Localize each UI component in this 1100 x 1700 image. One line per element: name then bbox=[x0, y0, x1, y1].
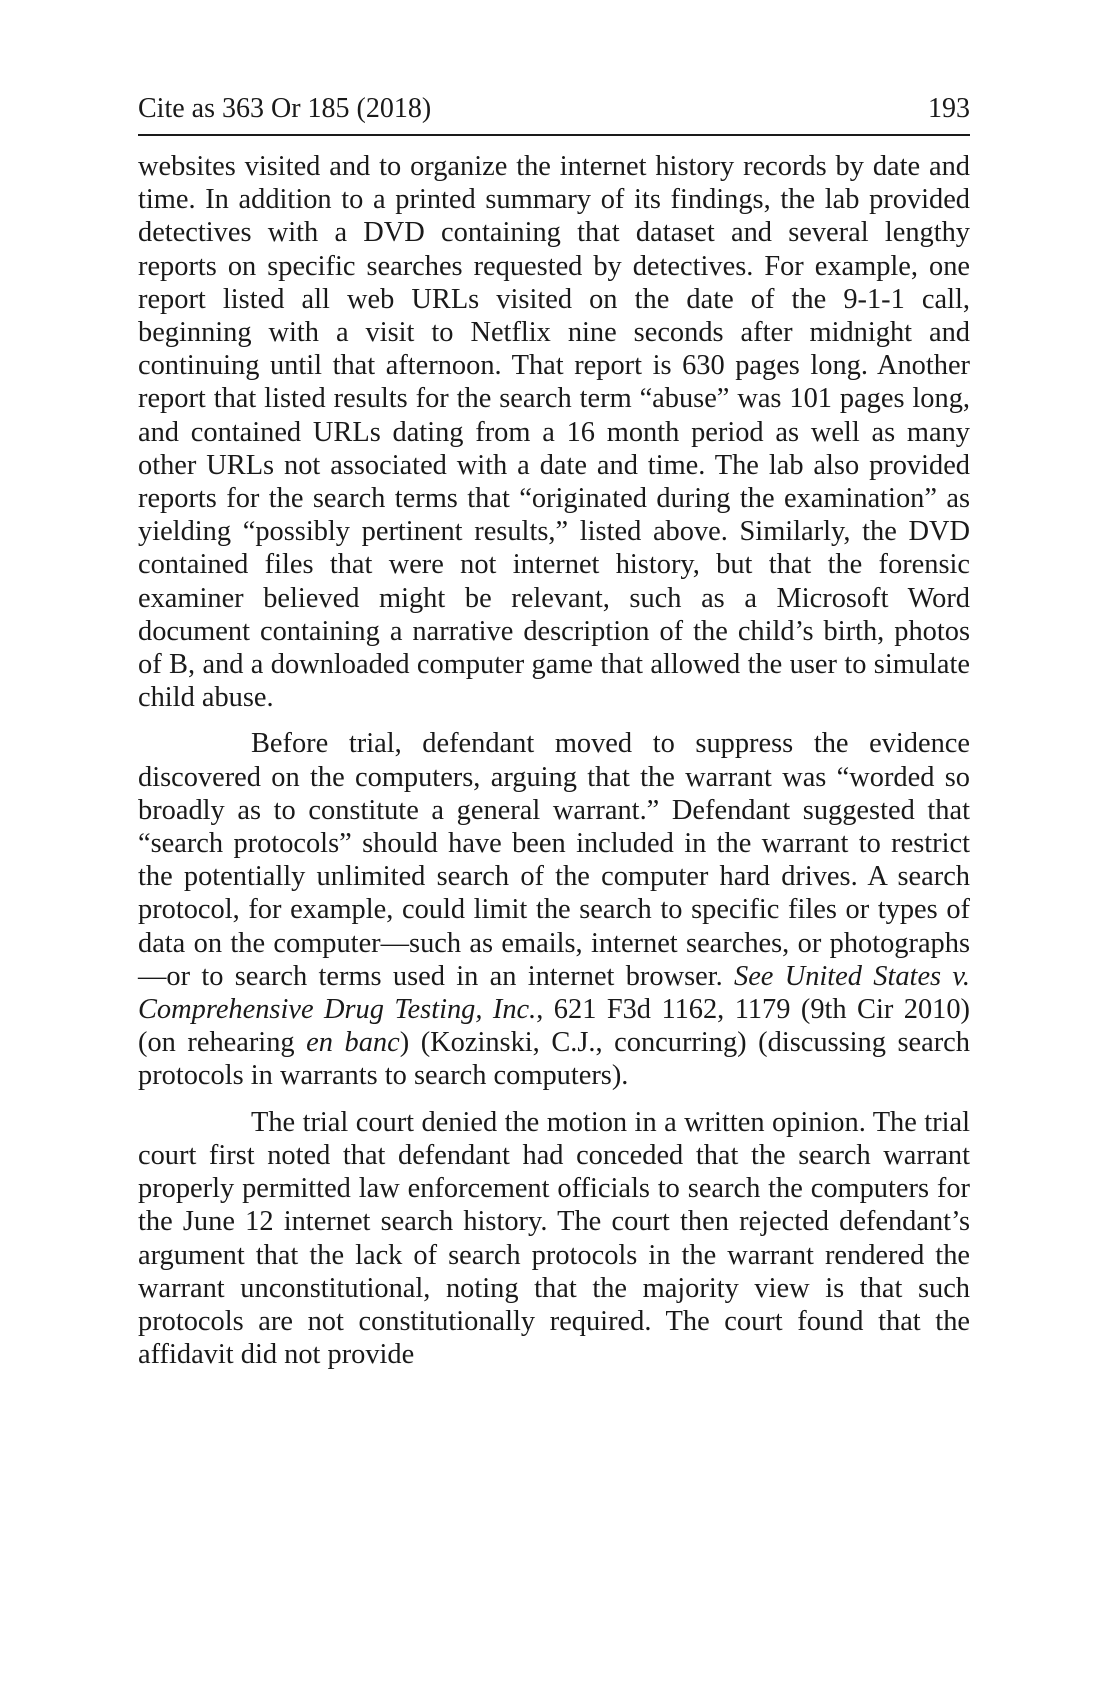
paragraph-2-text-3: ) (Kozinski, C.J., concurring) (discussing search protocols in warrants to search computers). bbox=[138, 1027, 970, 1092]
running-header bbox=[138, 92, 970, 136]
citation-line: Cite as 363 Or 185 (2018) bbox=[138, 93, 432, 124]
paragraph-1 bbox=[138, 150, 970, 714]
page-number: 193 bbox=[928, 93, 970, 124]
paragraph-3-text: The trial court denied the motion in a written opinion. The trial court first noted that defendant had conceded that the search warrant properly permitted law enforcement officials to search the computers for the June 12 internet search history. The court then rejected defendant’s argument that the lack of search protocols in the warrant rendered the warrant unconstitutional, noting that the majority view is that such protocols are not constitutionally required. The court found that the affidavit did not provide bbox=[138, 1106, 970, 1371]
document-page bbox=[138, 92, 970, 1371]
paragraph-1-text: websites visited and to organize the internet history records by date and time. In addition to a printed summary of its findings, the lab provided detectives with a DVD containing that dataset and several lengthy reports on specific searches requested by detectives. For example, one report listed all web URLs visited on the date of the 9-1-1 call, beginning with a visit to Netflix nine seconds after midnight and continuing until that afternoon. That report is 630 pages long. Another report that listed results for the search term “abuse” was 101 pages long, and contained URLs dating from a 16 month period as well as many other URLs not associated with a date and time. The lab also provided reports for the search terms that “originated during the examination” as yielding “possibly pertinent results,” listed above. Similarly, the DVD contained files that were not internet history, but that the forensic examiner believed might be relevant, such as a Microsoft Word document containing a narrative description of the child’s birth, photos of B, and a downloaded computer game that allowed the user to simulate child abuse. bbox=[138, 151, 970, 714]
case-citation-name: See United States v. Comprehensive Drug Testing, Inc. bbox=[138, 960, 970, 1026]
paragraph-2-text-1: Before trial, defendant moved to suppress the evidence discovered on the computers, arguing that the warrant was “worded so broadly as to constitute a general warrant.” Defendant suggested that “search protocols” should have been included in the warrant to restrict the potentially unlimited search of the computer hard drives. A search protocol, for example, could limit the search to specific files or types of data on the computer—such as emails, internet searches, or photographs—or to search terms used in an internet browser. bbox=[138, 728, 970, 992]
paragraph-3 bbox=[138, 1106, 970, 1372]
paragraph-2-text-2: , 621 F3d 1162, 1179 (9th Cir 2010) (on rehearing bbox=[138, 994, 970, 1059]
en-banc-term: en banc bbox=[306, 1027, 400, 1059]
body-text bbox=[138, 150, 970, 1371]
paragraph-2 bbox=[138, 727, 970, 1092]
